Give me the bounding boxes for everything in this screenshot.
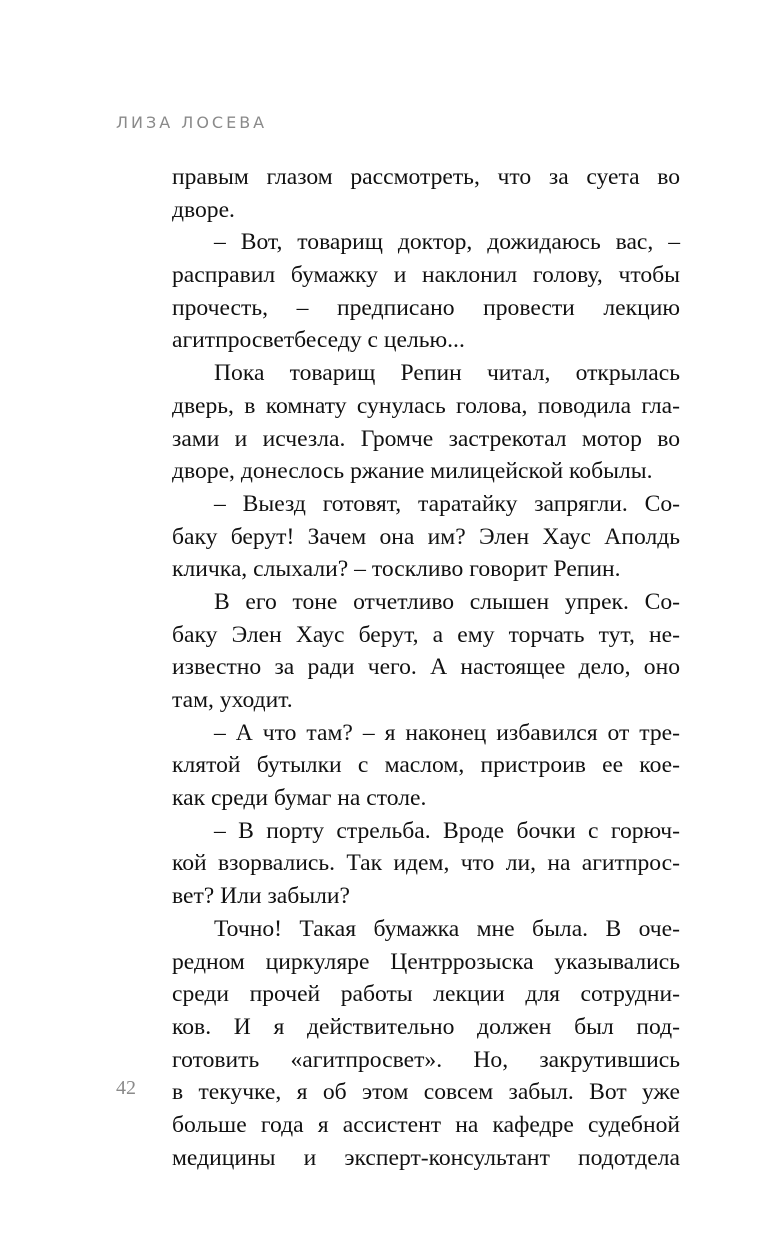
text-line: дверь, в комнату сунулась голова, поводила гла- — [172, 392, 680, 419]
text-line: кой взорвались. Так идем, что ли, на агитпрос- — [172, 850, 680, 877]
text-line: клятой бутылки с маслом, пристроив ее кое- — [172, 752, 680, 779]
text-line: – Выезд готовят, таратайку запрягли. Со- — [214, 490, 680, 517]
text-line: вет? Или забыли? — [172, 883, 351, 910]
running-head: ЛИЗА ЛОСЕВА — [116, 113, 268, 132]
text-line: среди прочей работы лекции для сотрудни- — [172, 981, 680, 1008]
text-line: больше года я ассистент на кафедре судебной — [172, 1111, 680, 1138]
text-line: известно за ради чего. А настоящее дело, оно — [172, 654, 680, 681]
text-line: правым глазом рассмотреть, что за суета во — [172, 164, 680, 190]
text-line: дворе. — [172, 196, 235, 223]
text-line: готовить «агитпросвет». Но, закрутившись — [172, 1046, 680, 1073]
text-line: редном циркуляре Центррозыска указывались — [172, 948, 680, 975]
text-line: как среди бумаг на столе. — [172, 785, 427, 812]
text-line: ков. И я действительно должен был под- — [172, 1013, 680, 1040]
text-line: там, уходит. — [172, 687, 293, 713]
text-line: зами и исчезла. Громче застрекотал мотор во — [172, 425, 680, 452]
text-line: в текучке, я об этом совсем забыл. Вот уже — [172, 1079, 680, 1106]
text-line: – Вот, товарищ доктор, дожидаюсь вас, – — [214, 229, 680, 256]
text-line: – А что там? – я наконец избавился от тре- — [214, 719, 680, 746]
text-line: баку Элен Хаус берут, а ему торчать тут, не- — [172, 621, 680, 648]
text-line: Пока товарищ Репин читал, открылась — [214, 360, 680, 387]
text-line: – В порту стрельба. Вроде бочки с горюч- — [214, 817, 680, 844]
text-line: расправил бумажку и наклонил голову, чтобы — [172, 262, 680, 289]
text-line: баку берут! Зачем она им? Элен Хаус Аполдь — [172, 523, 680, 550]
text-line: дворе, донеслось ржание милицейской кобылы. — [172, 458, 653, 485]
page-number: 42 — [116, 1077, 136, 1099]
text-line: медицины и эксперт-консультант подотдела — [172, 1144, 680, 1171]
body-text — [172, 161, 680, 1174]
text-line: В его тоне отчетливо слышен упрек. Со- — [214, 588, 680, 615]
text-line: Точно! Такая бумажка мне была. В оче- — [214, 915, 680, 942]
text-line: прочесть, – предписано провести лекцию — [172, 294, 680, 321]
text-line: кличка, слыхали? – тоскливо говорит Репин. — [172, 556, 621, 583]
text-line: агитпросветбеседу с целью... — [172, 327, 465, 354]
